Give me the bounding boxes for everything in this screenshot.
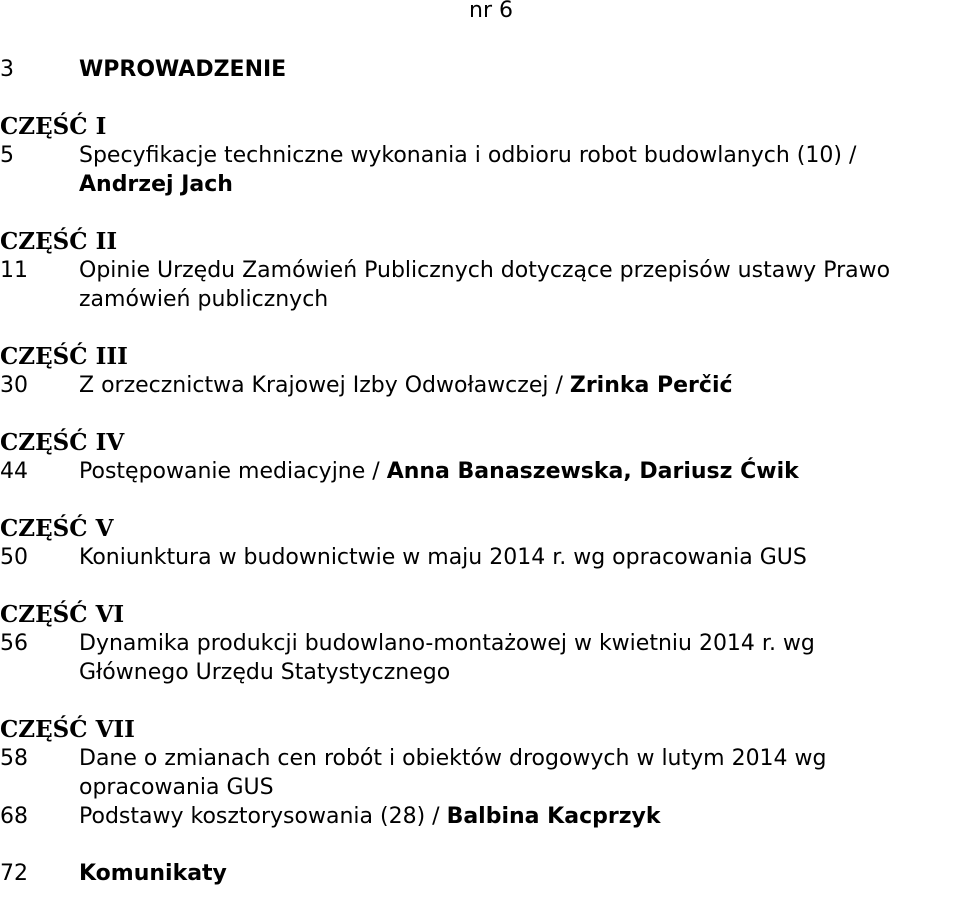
entry-text	[79, 371, 960, 400]
heading-prefix: CZĘŚĆ	[0, 601, 88, 628]
page-number: 72	[0, 861, 28, 886]
entry-text	[79, 256, 960, 314]
toc-entry-part-3[interactable]	[0, 371, 960, 400]
page-number: 30	[0, 373, 28, 398]
entry-title: Podstawy kosztorysowania (28) /	[79, 804, 440, 829]
toc-entry-final[interactable]	[0, 859, 960, 888]
page-number: 68	[0, 804, 28, 829]
section-heading-part-5	[0, 514, 960, 543]
spacer	[0, 687, 960, 715]
page-number: 5	[0, 143, 14, 168]
entry-title-line-2: Głównego Urzędu Statystycznego	[79, 660, 451, 685]
toc-entry-part-1[interactable]	[0, 141, 960, 199]
page-number: 11	[0, 258, 28, 283]
entry-title: Z orzecznictwa Krajowej Izby Odwoławczej /	[79, 373, 563, 398]
entry-text	[79, 744, 960, 802]
entry-text	[79, 629, 960, 687]
section-heading-part-1	[0, 112, 960, 141]
heading-roman: III	[95, 343, 128, 370]
heading-prefix: CZĘŚĆ	[0, 515, 88, 542]
entry-text	[79, 141, 960, 199]
entry-title: Komunikaty	[79, 861, 227, 886]
entry-title: Postępowanie mediacyjne /	[79, 459, 380, 484]
page-number: 58	[0, 746, 28, 771]
page-number: 44	[0, 459, 28, 484]
heading-roman: IV	[95, 429, 125, 456]
heading-roman: VI	[95, 601, 125, 628]
toc-entry-part-2[interactable]	[0, 256, 960, 314]
heading-prefix: CZĘŚĆ	[0, 343, 88, 370]
entry-title-line-1: Dane o zmianach cen robót i obiektów drogowych w lutym 2014 wg	[79, 746, 827, 771]
heading-prefix: CZĘŚĆ	[0, 113, 88, 140]
entry-title-line-1: Opinie Urzędu Zamówień Publicznych dotyczące przepisów ustawy Prawo	[79, 258, 891, 283]
entry-title: WPROWADZENIE	[79, 57, 287, 82]
toc-entry-part-5[interactable]	[0, 543, 960, 572]
heading-roman: V	[95, 515, 114, 542]
entry-title-line-1: Dynamika produkcji budowlano-montażowej w kwietniu 2014 r. wg	[79, 631, 815, 656]
spacer	[0, 84, 960, 112]
heading-roman: II	[95, 228, 118, 255]
heading-roman: I	[95, 113, 107, 140]
spacer	[0, 199, 960, 227]
toc-entry-part-7-item-2[interactable]	[0, 802, 960, 831]
heading-roman: VII	[95, 716, 135, 743]
entry-title-line-2: opracowania GUS	[79, 775, 274, 800]
page-number: 50	[0, 545, 28, 570]
issue-number: nr 6	[469, 0, 513, 23]
toc-entry-intro[interactable]	[0, 55, 960, 84]
section-heading-part-3	[0, 342, 960, 371]
spacer	[0, 831, 960, 859]
entry-author: Zrinka Perčić	[569, 373, 733, 398]
spacer	[0, 572, 960, 600]
page-number: 3	[0, 57, 14, 82]
entry-author: Anna Banaszewska, Dariusz Ćwik	[386, 459, 799, 484]
toc-entry-part-7-item-1[interactable]	[0, 744, 960, 802]
page-number: 56	[0, 631, 28, 656]
heading-prefix: CZĘŚĆ	[0, 716, 88, 743]
spacer	[0, 400, 960, 428]
section-heading-part-4	[0, 428, 960, 457]
entry-author: Balbina Kacprzyk	[446, 804, 661, 829]
entry-text	[79, 802, 960, 831]
heading-prefix: CZĘŚĆ	[0, 429, 88, 456]
toc-entry-part-4[interactable]	[0, 457, 960, 486]
table-of-contents	[0, 55, 960, 888]
entry-text	[79, 457, 960, 486]
section-heading-part-7	[0, 715, 960, 744]
section-heading-part-6	[0, 600, 960, 629]
entry-author: Andrzej Jach	[79, 172, 233, 197]
toc-entry-part-6[interactable]	[0, 629, 960, 687]
entry-title-line-2: zamówień publicznych	[79, 287, 329, 312]
heading-prefix: CZĘŚĆ	[0, 228, 88, 255]
entry-title: Specyfikacje techniczne wykonania i odbioru robot budowlanych (10) /	[79, 143, 857, 168]
entry-title: Koniunktura w budownictwie w maju 2014 r. wg opracowania GUS	[79, 545, 807, 570]
spacer	[0, 314, 960, 342]
spacer	[0, 486, 960, 514]
section-heading-part-2	[0, 227, 960, 256]
